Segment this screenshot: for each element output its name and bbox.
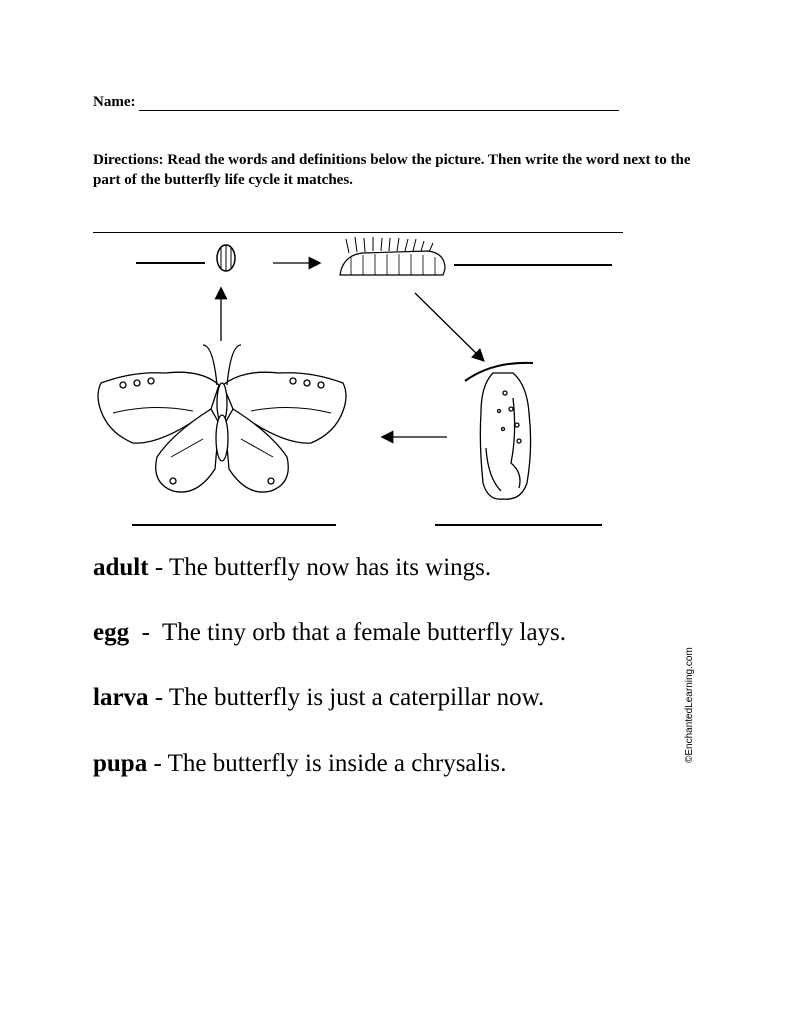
definition-adult xyxy=(93,554,491,582)
definition-separator: - xyxy=(148,684,169,711)
definition-separator: - xyxy=(148,554,169,581)
name-answer-line[interactable] xyxy=(139,96,619,111)
definition-term: egg xyxy=(93,619,130,646)
chrysalis-icon xyxy=(465,363,533,499)
butterfly-icon xyxy=(98,345,346,492)
life-cycle-svg xyxy=(93,233,623,533)
arrow-larva-to-pupa xyxy=(415,293,483,360)
name-row xyxy=(93,94,619,111)
definition-text: The butterfly is just a caterpillar now. xyxy=(168,684,545,711)
definition-text: The butterfly is inside a chrysalis. xyxy=(167,750,507,777)
definition-term: pupa xyxy=(93,750,148,777)
definition-larva xyxy=(93,684,544,712)
egg-icon xyxy=(217,245,235,271)
definition-term: adult xyxy=(93,554,149,581)
credit-text: ©EnchantedLearning.com xyxy=(684,647,695,763)
definition-separator: - xyxy=(129,619,162,646)
definition-pupa xyxy=(93,750,506,778)
definition-egg xyxy=(93,619,566,647)
caterpillar-icon xyxy=(340,237,445,275)
definition-separator: - xyxy=(147,750,168,777)
name-label: Name: xyxy=(93,94,136,110)
definition-text: The tiny orb that a female butterfly lays. xyxy=(161,619,567,646)
definition-term: larva xyxy=(93,684,149,711)
directions-text: Directions: Read the words and definitions below the picture. Then write the word next to the part of the butterfly life cycle it matches. xyxy=(93,152,691,188)
definition-text: The butterfly now has its wings. xyxy=(168,554,492,581)
